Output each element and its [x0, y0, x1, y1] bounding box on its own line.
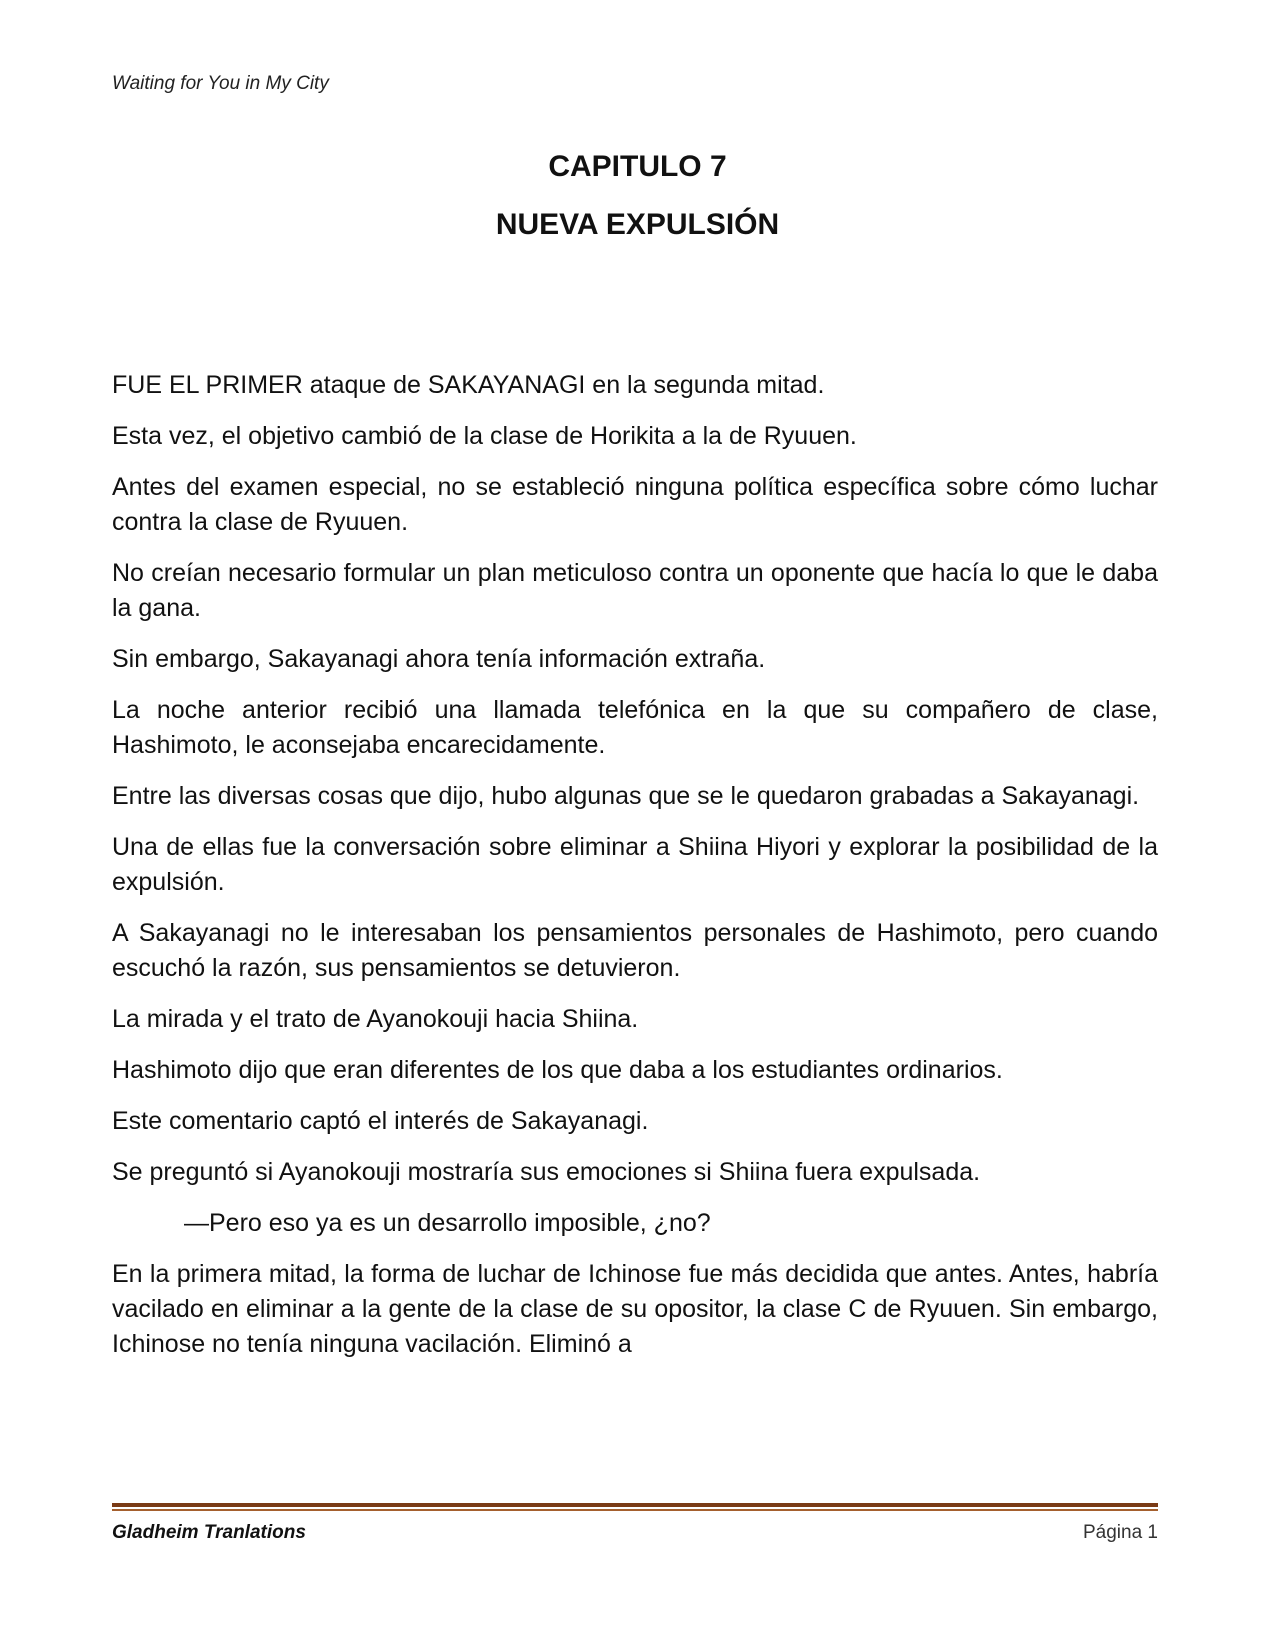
paragraph: La mirada y el trato de Ayanokouji hacia Shiina. [112, 1005, 639, 1033]
paragraph: Esta vez, el objetivo cambió de la clase de Horikita a la de Ryuuen. [112, 422, 857, 450]
paragraph: En la primera mitad, la forma de luchar de Ichinose fue más decidida que antes. Antes, habría vacilado en eliminar a la gente de la clase de su opositor, la clase C de Ryuuen. Sin embargo, Ichinose no tenía ninguna vacilación. Eliminó a [112, 1260, 1158, 1358]
paragraph: No creían necesario formular un plan meticuloso contra un oponente que hacía lo que le daba la gana. [112, 559, 1158, 622]
paragraph: Una de ellas fue la conversación sobre eliminar a Shiina Hiyori y explorar la posibilidad de la expulsión. [112, 833, 1158, 896]
chapter-number: CAPITULO 7 [548, 150, 727, 183]
body-text [112, 368, 1158, 1362]
paragraph: Este comentario captó el interés de Sakayanagi. [112, 1107, 649, 1135]
paragraph: Antes del examen especial, no se estableció ninguna política específica sobre cómo luchar contra la clase de Ryuuen. [112, 473, 1158, 536]
running-header: Waiting for You in My City [112, 73, 329, 94]
footer-page-number: Página 1 [1082, 1522, 1158, 1543]
paragraph: La noche anterior recibió una llamada telefónica en la que su compañero de clase, Hashimoto, le aconsejaba encarecidamente. [112, 696, 1158, 759]
chapter-title: NUEVA EXPULSIÓN [495, 208, 780, 241]
footer-rule-thin [112, 1509, 1158, 1511]
footer-publisher: Gladheim Tranlations [112, 1522, 306, 1543]
paragraph: FUE EL PRIMER ataque de SAKAYANAGI en la segunda mitad. [112, 371, 825, 399]
paragraph: A Sakayanagi no le interesaban los pensamientos personales de Hashimoto, pero cuando escuchó la razón, sus pensamientos se detuvieron. [112, 919, 1158, 982]
indented-paragraph: —Pero eso ya es un desarrollo imposible, ¿no? [184, 1209, 711, 1237]
paragraph: Se preguntó si Ayanokouji mostraría sus emociones si Shiina fuera expulsada. [112, 1158, 981, 1186]
footer-rule-thick [112, 1503, 1158, 1507]
paragraph: Entre las diversas cosas que dijo, hubo algunas que se le quedaron grabadas a Sakayanagi. [112, 782, 1140, 810]
paragraph: Sin embargo, Sakayanagi ahora tenía información extraña. [112, 645, 766, 673]
paragraph: Hashimoto dijo que eran diferentes de los que daba a los estudiantes ordinarios. [112, 1056, 1003, 1084]
